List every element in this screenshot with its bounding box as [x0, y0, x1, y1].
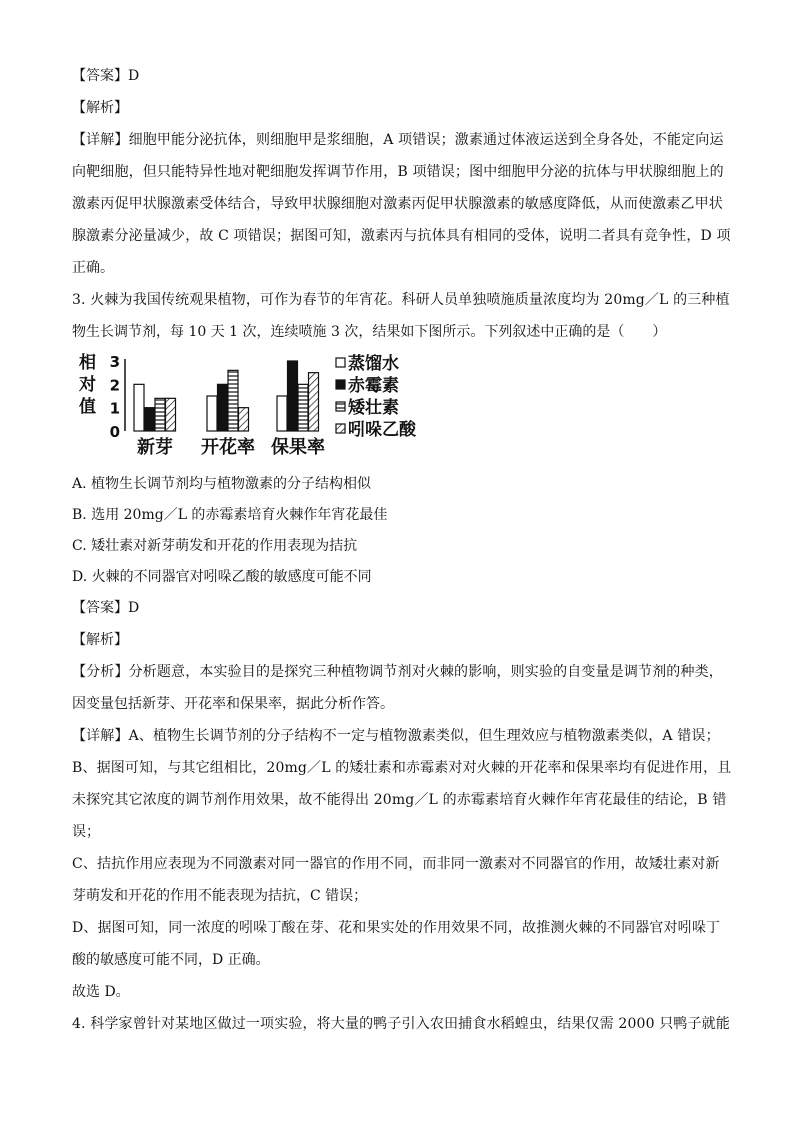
- q3-detail-line: 误；: [72, 824, 100, 840]
- q3-detail-line: C、拮抗作用应表现为不同激素对同一器官的作用不同，而非同一激素对不同器官的作用，故矮壮素对新: [72, 856, 720, 872]
- y-axis-label-char: 对: [79, 375, 96, 395]
- q3-option-a: A. 植物生长调节剂均与植物激素的分子结构相似: [72, 476, 372, 492]
- q2-detail-line: 正确。: [72, 260, 114, 276]
- q3-analysis-line: 【分析】分析题意，本实验目的是探究三种植物调节剂对火棘的影响，则实验的自变量是调节剂的种类，: [72, 664, 723, 680]
- q3-stem-line: 3. 火棘为我国传统观果植物，可作为春节的年宵花。科研人员单独喷施质量浓度均为 20mg／L 的三种植: [72, 292, 730, 308]
- q2-detail-line: 【详解】细胞甲能分泌抗体，则细胞甲是浆细胞，A 项错误；激素通过体液运送到全身各处，不能定向运: [72, 132, 724, 148]
- x-category-label: 新芽: [137, 437, 173, 458]
- y-tick-label: 0: [109, 423, 120, 441]
- q2-detail-line: 腺激素分泌量减少，故 C 项错误；据图可知，激素丙与抗体具有相同的受体，说明二者具有竞争性，D 项: [72, 228, 731, 244]
- q2-answer: 【答案】D: [72, 68, 140, 84]
- bar-矮壮素-保果率: [298, 384, 308, 431]
- legend-label: 蒸馏水: [348, 354, 399, 374]
- q3-option-d: D. 火棘的不同器官对吲哚乙酸的敏感度可能不同: [72, 569, 372, 585]
- legend-swatch-蒸馏水: [336, 358, 345, 367]
- q2-detail-line: 激素丙促甲状腺激素受体结合，导致甲状腺细胞对激素丙促甲状腺激素的敏感度降低，从而使激素乙甲状: [72, 196, 723, 212]
- bar-矮壮素-开花率: [228, 370, 238, 431]
- bar-吲哚乙酸-保果率: [309, 373, 319, 431]
- q3-detail-line: 【详解】A、植物生长调节剂的分子结构不一定与植物激素类似，但生理效应与植物激素类似，A 错误；: [72, 728, 720, 744]
- q3-answer: 【答案】D: [72, 600, 140, 616]
- q3-analysis-label: 【解析】: [72, 632, 128, 648]
- legend-swatch-矮壮素: [336, 402, 345, 411]
- q3-analysis-line: 因变量包括新芽、开花率和保果率，据此分析作答。: [72, 696, 394, 712]
- q3-stem-line: 物生长调节剂，每 10 天 1 次，连续喷施 3 次，结果如下图所示。下列叙述中正确的是（ ）: [72, 324, 667, 340]
- q3-detail-line: 未探究其它浓度的调节剂作用效果，故不能得出 20mg／L 的赤霉素培育火棘作年宵花最佳的结论，B 错: [72, 792, 727, 808]
- legend-label: 吲哚乙酸: [348, 420, 416, 440]
- q2-detail-line: 向靶细胞，但只能特异性地对靶细胞发挥调节作用，B 项错误；图中细胞甲分泌的抗体与甲状腺细胞上的: [72, 164, 724, 180]
- x-category-label: 保果率: [271, 437, 325, 458]
- y-tick-label: 1: [109, 399, 120, 418]
- bar-蒸馏水-开花率: [207, 396, 217, 431]
- bar-矮壮素-新芽: [155, 398, 165, 431]
- y-tick-label: 2: [109, 376, 120, 395]
- y-axis-label-char: 相: [79, 353, 96, 373]
- bar-赤霉素-开花率: [218, 384, 228, 431]
- q3-option-c: C. 矮壮素对新芽萌发和开花的作用表现为拮抗: [72, 538, 358, 554]
- x-category-label: 开花率: [201, 437, 255, 458]
- bar-赤霉素-保果率: [288, 361, 298, 431]
- q2-analysis-label: 【解析】: [72, 100, 128, 116]
- q4-stem-line: 4. 科学家曾针对某地区做过一项实验，将大量的鸭子引入农田捕食水稻蝗虫，结果仅需 2000 只鸭子就能: [72, 1016, 730, 1032]
- q3-conclusion: 故选 D。: [72, 984, 130, 1000]
- growth-regulator-bar-chart: [76, 350, 456, 460]
- q3-detail-line: 芽萌发和开花的作用不能表现为拮抗，C 错误；: [72, 888, 368, 904]
- bar-蒸馏水-保果率: [277, 396, 287, 431]
- legend-label: 赤霉素: [348, 376, 399, 396]
- q3-detail-line: D、据图可知，同一浓度的吲哚丁酸在芽、花和果实处的作用效果不同，故推测火棘的不同器官对吲哚丁: [72, 920, 721, 936]
- legend-swatch-赤霉素: [336, 380, 345, 389]
- legend-swatch-吲哚乙酸: [336, 424, 345, 433]
- bar-蒸馏水-新芽: [134, 384, 144, 431]
- bar-吲哚乙酸-新芽: [166, 398, 176, 431]
- y-axis-label-char: 值: [79, 397, 96, 417]
- y-tick-label: 3: [109, 353, 120, 371]
- q3-detail-line: 酸的敏感度可能不同，D 正确。: [72, 952, 270, 968]
- bar-吲哚乙酸-开花率: [239, 408, 249, 431]
- legend-label: 矮壮素: [348, 398, 399, 418]
- bar-赤霉素-新芽: [145, 408, 155, 431]
- q3-detail-line: B、据图可知，与其它组相比，20mg／L 的矮壮素和赤霉素对对火棘的开花率和保果率均有促进作用，且: [72, 760, 732, 776]
- q3-option-b: B. 选用 20mg／L 的赤霉素培育火棘作年宵花最佳: [72, 507, 388, 523]
